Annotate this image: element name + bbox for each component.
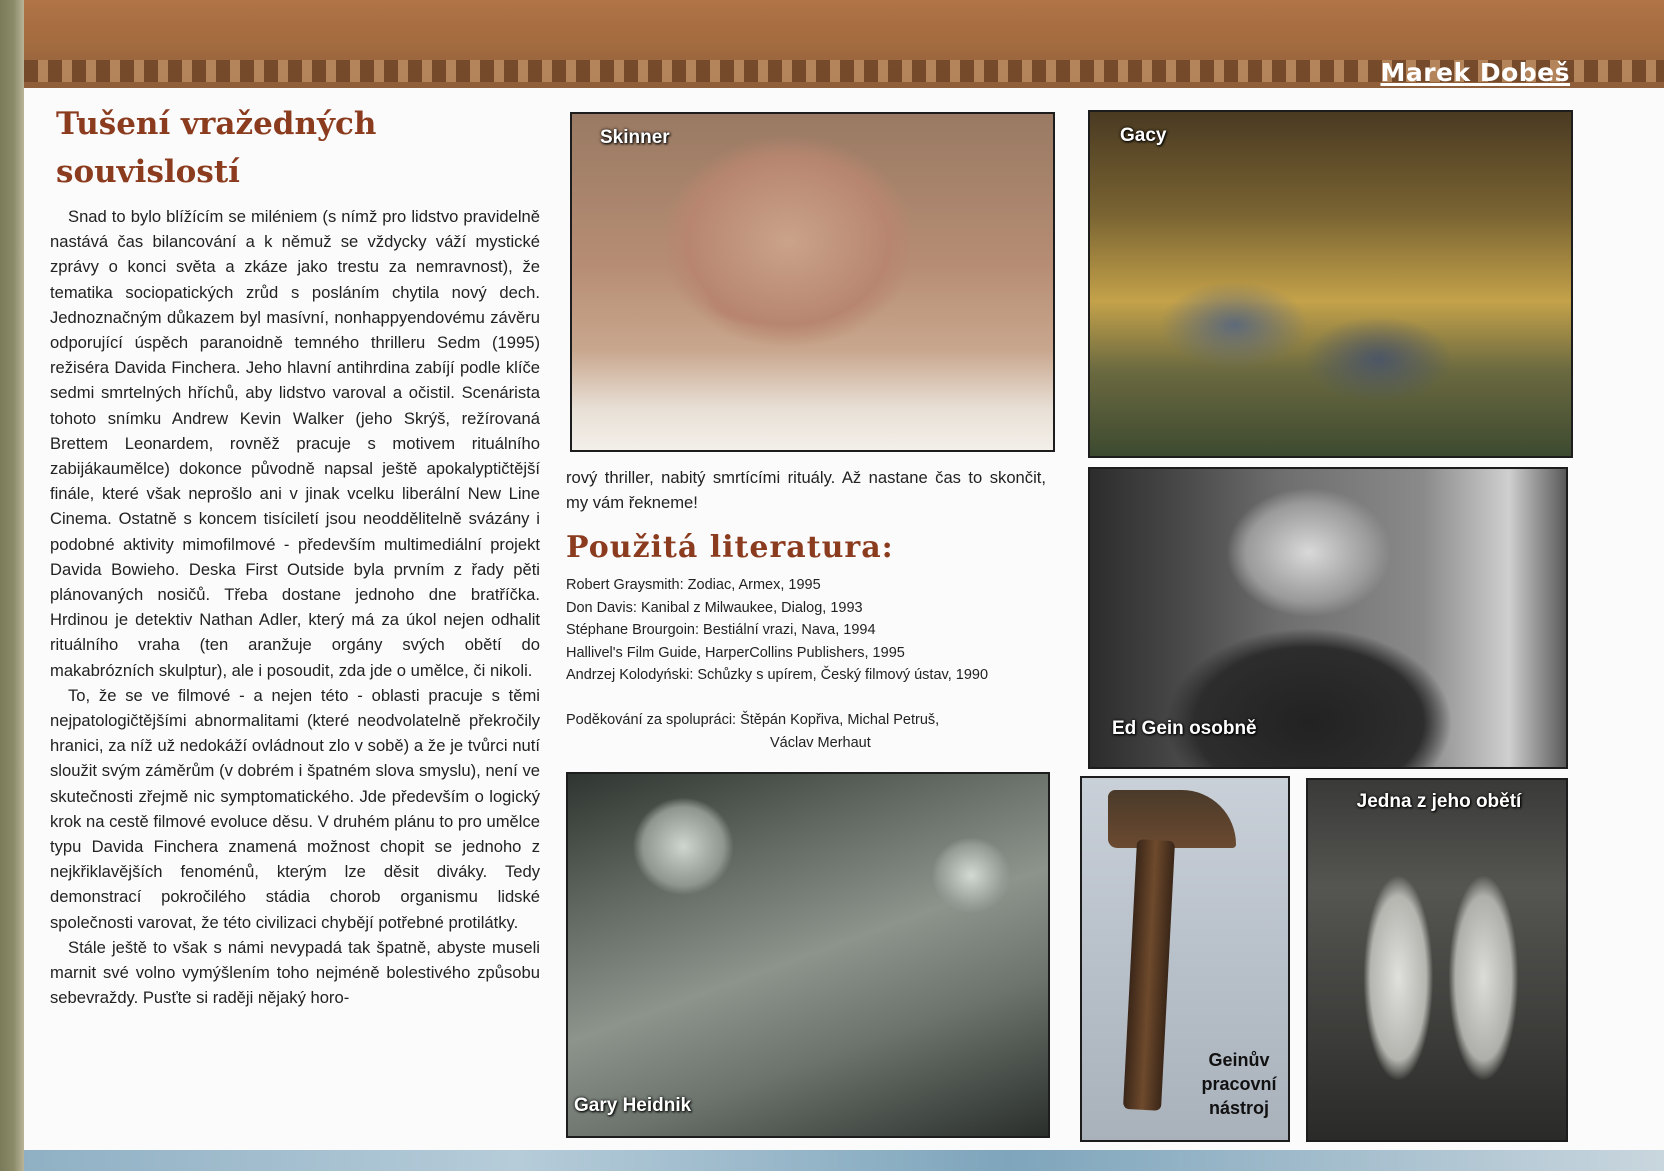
literature-item: Robert Graysmith: Zodiac, Armex, 1995: [566, 577, 821, 593]
article-column-1: [50, 204, 540, 1134]
photo-caption-gacy: Gacy: [1120, 125, 1167, 146]
literature-item: Hallivel's Film Guide, HarperCollins Publishers, 1995: [566, 644, 905, 661]
literature-heading: Použitá literatura:: [566, 530, 894, 565]
headline-line-2: souvislostí: [56, 154, 240, 190]
photo-gary-heidnik: [566, 772, 1050, 1138]
article-continuation: rový thriller, nabitý smrtícími rituály. Až nastane čas to skončit, my vám řekneme!: [566, 468, 1046, 513]
photo-caption-ed-gein: Ed Gein osobně: [1112, 718, 1257, 739]
acknowledgements: [566, 709, 1046, 754]
photo-caption-gary-heidnik: Gary Heidnik: [574, 1095, 692, 1116]
headline-line-1: Tušení vražedných: [56, 106, 377, 142]
bottom-decorative-band: [24, 1150, 1664, 1171]
literature-list: [566, 574, 1046, 687]
article-headline: [56, 100, 496, 196]
axe-head-shape: [1108, 790, 1236, 848]
author-name: Marek Dobeš: [1380, 58, 1570, 87]
photo-caption-skinner: Skinner: [600, 127, 670, 148]
axe-handle-shape: [1123, 839, 1175, 1111]
body-paragraph: To, že se ve filmové - a nejen této - oblasti pracuje s těmi nejpatologičtějšími abnormalitami (které neodvolatelně překročily hranici, za níž už nedokáží ovládnout zlo v sobě) a že je tvůrci nutí sloužit svým záměrům (v dobrém i špatném slova smyslu), není ve skutečnosti zřejmě nic symptomatického. Jde především o logický krok na cestě filmové evoluce děsu. V druhém plánu to pro umělce typu Davida Finchera znamená možnost chopit se jednoho z nejkřiklavějších fenoménů, kterým lze děsit diváky. Tedy demonstrací pokročilého stádia chorob organismu lidské společnosti varovat, že této civilizaci chybějí potřebné protilátky.: [50, 685, 540, 932]
literature-item: Andrzej Kolodyński: Schůzky s upírem, Český filmový ústav, 1990: [566, 667, 989, 683]
acknowledgements-line-1: Poděkování za spolupráci: Štěpán Kopřiva, Michal Petruš,: [566, 712, 940, 728]
photo-ed-gein: [1088, 467, 1568, 769]
acknowledgements-line-2: Václav Merhaut: [770, 734, 871, 751]
literature-item: Don Davis: Kanibal z Milwaukee, Dialog, 1993: [566, 599, 863, 616]
photo-caption-axe: Geinův pracovní nástroj: [1201, 1050, 1277, 1118]
photo-axe: [1080, 776, 1290, 1142]
photo-skinner: [570, 112, 1055, 452]
photo-victim: [1306, 778, 1568, 1142]
body-paragraph: Snad to bylo blížícím se miléniem (s nímž pro lidstvo pravidelně nastává čas bilancování a k němuž se vždycky váží mystické zprávy o konci světa a zkáze jako trestu za nemravnost), že tematika sociopatických zrůd s posláním chytila nový dech. Jednoznačným důkazem byl masívní, nonhappyendovému závěru odporující úspěch paranoidně temného thrilleru Sedm (1995) režiséra Davida Finchera. Jeho hlavní antihrdina zabíjí podle klíče sedmi smrtelných hříchů, aby lidstvo varoval a očistil. Scenárista tohoto snímku Andrew Kevin Walker (jeho Skrýš, režírovaná Brettem Leonardem, rovněž pracuje s motivem rituálního zabijákaumělce) dokonce původně napsal ještě apokalyptičtější finále, které však neprošlo ani v jinak vcelku liberální New Line Cinema. Ostatně s koncem tisíciletí jsou neoddělitelně svázány i podobné aktivity mimofilmové - především multimediální projekt Davida Bowieho. Deska First Outside byla prvním z řady pěti plánovaných nosičů. Třeba dostane jednoho dne bratříčka. Hrdinou je detektiv Nathan Adler, který má za úkol nejen odhalit rituálního vraha (ten aranžuje orgány svých obětí do makabrózních skulptur), ale i posoudit, zda jde o umělce, či nikoli.: [50, 207, 540, 680]
body-paragraph: Stále ještě to však s námi nevypadá tak špatně, abyste museli marnit své volno vymýšlením toho nejméně bolestivého způsobu sebevraždy. Pusťte si raději nějaký horo-: [50, 937, 540, 1008]
magazine-spine: [0, 0, 24, 1171]
photo-gacy: [1088, 110, 1573, 458]
literature-item: Stéphane Brourgoin: Bestiální vrazi, Nava, 1994: [566, 622, 876, 638]
photo-caption-victim: Jedna z jeho obětí: [1356, 791, 1522, 812]
